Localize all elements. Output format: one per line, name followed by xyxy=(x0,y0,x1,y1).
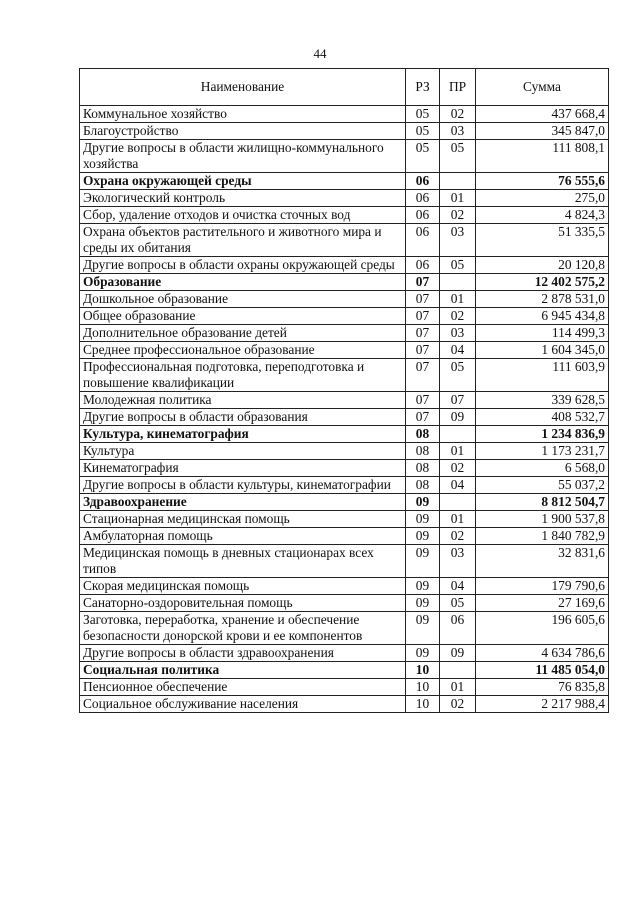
row-name: Скорая медицинская помощь xyxy=(80,578,406,595)
table-section-row xyxy=(80,173,609,190)
row-rz: 07 xyxy=(406,342,440,359)
table-row xyxy=(80,291,609,308)
row-sum: 51 335,5 xyxy=(476,224,609,257)
row-rz: 08 xyxy=(406,443,440,460)
row-sum: 196 605,6 xyxy=(476,612,609,645)
row-rz: 09 xyxy=(406,494,440,511)
row-pr: 09 xyxy=(440,645,476,662)
row-sum: 1 900 537,8 xyxy=(476,511,609,528)
row-name: Охрана окружающей среды xyxy=(80,173,406,190)
row-sum: 111 808,1 xyxy=(476,140,609,173)
row-name: Санаторно-оздоровительная помощь xyxy=(80,595,406,612)
row-rz: 09 xyxy=(406,511,440,528)
row-pr xyxy=(440,173,476,190)
row-sum: 408 532,7 xyxy=(476,409,609,426)
row-name: Амбулаторная помощь xyxy=(80,528,406,545)
table-section-row xyxy=(80,494,609,511)
row-name: Другие вопросы в области образования xyxy=(80,409,406,426)
table-row xyxy=(80,409,609,426)
row-rz: 07 xyxy=(406,325,440,342)
row-name: Дошкольное образование xyxy=(80,291,406,308)
row-name: Среднее профессиональное образование xyxy=(80,342,406,359)
row-pr: 09 xyxy=(440,409,476,426)
row-pr: 01 xyxy=(440,291,476,308)
row-rz: 07 xyxy=(406,409,440,426)
row-sum: 20 120,8 xyxy=(476,257,609,274)
row-name: Образование xyxy=(80,274,406,291)
row-name: Общее образование xyxy=(80,308,406,325)
row-sum: 4 824,3 xyxy=(476,207,609,224)
row-name: Культура xyxy=(80,443,406,460)
row-pr: 04 xyxy=(440,477,476,494)
table-row xyxy=(80,207,609,224)
row-rz: 09 xyxy=(406,545,440,578)
row-sum: 2 878 531,0 xyxy=(476,291,609,308)
row-rz: 10 xyxy=(406,662,440,679)
row-name: Здравоохранение xyxy=(80,494,406,511)
row-sum: 345 847,0 xyxy=(476,123,609,140)
row-sum: 27 169,6 xyxy=(476,595,609,612)
row-rz: 06 xyxy=(406,224,440,257)
row-sum: 179 790,6 xyxy=(476,578,609,595)
row-pr: 02 xyxy=(440,460,476,477)
table-row xyxy=(80,528,609,545)
table-section-row xyxy=(80,274,609,291)
row-sum: 111 603,9 xyxy=(476,359,609,392)
table-row xyxy=(80,645,609,662)
table-row xyxy=(80,460,609,477)
row-name: Экологический контроль xyxy=(80,190,406,207)
row-pr: 07 xyxy=(440,392,476,409)
row-name: Другие вопросы в области здравоохранения xyxy=(80,645,406,662)
row-sum: 437 668,4 xyxy=(476,106,609,123)
row-sum: 1 173 231,7 xyxy=(476,443,609,460)
row-sum: 114 499,3 xyxy=(476,325,609,342)
row-rz: 05 xyxy=(406,123,440,140)
row-rz: 09 xyxy=(406,612,440,645)
row-sum: 275,0 xyxy=(476,190,609,207)
row-pr: 03 xyxy=(440,325,476,342)
row-sum: 11 485 054,0 xyxy=(476,662,609,679)
table-row xyxy=(80,342,609,359)
row-rz: 07 xyxy=(406,392,440,409)
table-row xyxy=(80,477,609,494)
budget-table xyxy=(79,68,609,713)
row-sum: 12 402 575,2 xyxy=(476,274,609,291)
table-row xyxy=(80,392,609,409)
row-sum: 6 568,0 xyxy=(476,460,609,477)
table-row xyxy=(80,325,609,342)
row-name: Социальная политика xyxy=(80,662,406,679)
header-sum: Сумма xyxy=(476,69,609,106)
row-sum: 1 840 782,9 xyxy=(476,528,609,545)
row-pr: 05 xyxy=(440,257,476,274)
row-name: Дополнительное образование детей xyxy=(80,325,406,342)
table-section-row xyxy=(80,662,609,679)
row-sum: 1 234 836,9 xyxy=(476,426,609,443)
table-row xyxy=(80,140,609,173)
row-pr: 02 xyxy=(440,696,476,713)
header-name: Наименование xyxy=(80,69,406,106)
row-name: Кинематография xyxy=(80,460,406,477)
table-row xyxy=(80,359,609,392)
row-name: Профессиональная подготовка, переподготовка и повышение квалификации xyxy=(80,359,406,392)
row-name: Другие вопросы в области культуры, кинематографии xyxy=(80,477,406,494)
row-pr xyxy=(440,494,476,511)
row-pr: 01 xyxy=(440,679,476,696)
row-sum: 32 831,6 xyxy=(476,545,609,578)
row-sum: 76 835,8 xyxy=(476,679,609,696)
row-pr xyxy=(440,662,476,679)
table-row xyxy=(80,443,609,460)
table-row xyxy=(80,123,609,140)
row-sum: 4 634 786,6 xyxy=(476,645,609,662)
row-pr: 01 xyxy=(440,190,476,207)
row-pr: 06 xyxy=(440,612,476,645)
row-rz: 08 xyxy=(406,426,440,443)
table-row xyxy=(80,679,609,696)
row-rz: 09 xyxy=(406,595,440,612)
row-rz: 10 xyxy=(406,679,440,696)
row-pr: 04 xyxy=(440,578,476,595)
page-number: 44 xyxy=(313,46,327,61)
table-row xyxy=(80,545,609,578)
row-pr: 03 xyxy=(440,545,476,578)
row-rz: 07 xyxy=(406,359,440,392)
table-row xyxy=(80,612,609,645)
row-rz: 05 xyxy=(406,140,440,173)
row-rz: 06 xyxy=(406,257,440,274)
table-row xyxy=(80,595,609,612)
row-sum: 2 217 988,4 xyxy=(476,696,609,713)
row-name: Медицинская помощь в дневных стационарах всех типов xyxy=(80,545,406,578)
row-sum: 1 604 345,0 xyxy=(476,342,609,359)
table-row xyxy=(80,257,609,274)
header-pr: ПР xyxy=(440,69,476,106)
row-name: Коммунальное хозяйство xyxy=(80,106,406,123)
row-rz: 06 xyxy=(406,207,440,224)
row-name: Культура, кинематография xyxy=(80,426,406,443)
row-rz: 08 xyxy=(406,460,440,477)
row-pr: 02 xyxy=(440,207,476,224)
row-sum: 76 555,6 xyxy=(476,173,609,190)
row-rz: 09 xyxy=(406,578,440,595)
row-sum: 55 037,2 xyxy=(476,477,609,494)
table-header-row xyxy=(80,69,609,106)
row-rz: 05 xyxy=(406,106,440,123)
row-sum: 339 628,5 xyxy=(476,392,609,409)
row-pr xyxy=(440,274,476,291)
row-name: Сбор, удаление отходов и очистка сточных вод xyxy=(80,207,406,224)
table-row xyxy=(80,224,609,257)
row-rz: 09 xyxy=(406,645,440,662)
row-pr: 01 xyxy=(440,511,476,528)
table-row xyxy=(80,308,609,325)
row-pr: 02 xyxy=(440,528,476,545)
row-rz: 08 xyxy=(406,477,440,494)
row-name: Социальное обслуживание населения xyxy=(80,696,406,713)
row-pr: 05 xyxy=(440,359,476,392)
row-rz: 06 xyxy=(406,173,440,190)
row-rz: 07 xyxy=(406,274,440,291)
table-row xyxy=(80,578,609,595)
row-rz: 07 xyxy=(406,291,440,308)
table-row xyxy=(80,106,609,123)
row-rz: 09 xyxy=(406,528,440,545)
table-section-row xyxy=(80,426,609,443)
row-sum: 8 812 504,7 xyxy=(476,494,609,511)
table-row xyxy=(80,696,609,713)
row-name: Пенсионное обеспечение xyxy=(80,679,406,696)
row-pr: 05 xyxy=(440,595,476,612)
row-pr: 02 xyxy=(440,106,476,123)
row-pr: 01 xyxy=(440,443,476,460)
row-rz: 07 xyxy=(406,308,440,325)
row-sum: 6 945 434,8 xyxy=(476,308,609,325)
row-name: Другие вопросы в области охраны окружающей среды xyxy=(80,257,406,274)
row-name: Стационарная медицинская помощь xyxy=(80,511,406,528)
row-name: Благоустройство xyxy=(80,123,406,140)
row-pr: 02 xyxy=(440,308,476,325)
row-name: Другие вопросы в области жилищно-коммунального хозяйства xyxy=(80,140,406,173)
row-pr: 05 xyxy=(440,140,476,173)
row-name: Молодежная политика xyxy=(80,392,406,409)
row-rz: 06 xyxy=(406,190,440,207)
table-row xyxy=(80,511,609,528)
row-name: Заготовка, переработка, хранение и обеспечение безопасности донорской крови и ее компонентов xyxy=(80,612,406,645)
row-name: Охрана объектов растительного и животного мира и среды их обитания xyxy=(80,224,406,257)
header-rz: РЗ xyxy=(406,69,440,106)
table-row xyxy=(80,190,609,207)
row-pr: 03 xyxy=(440,224,476,257)
row-pr xyxy=(440,426,476,443)
row-pr: 03 xyxy=(440,123,476,140)
table-body xyxy=(80,106,609,713)
row-rz: 10 xyxy=(406,696,440,713)
row-pr: 04 xyxy=(440,342,476,359)
